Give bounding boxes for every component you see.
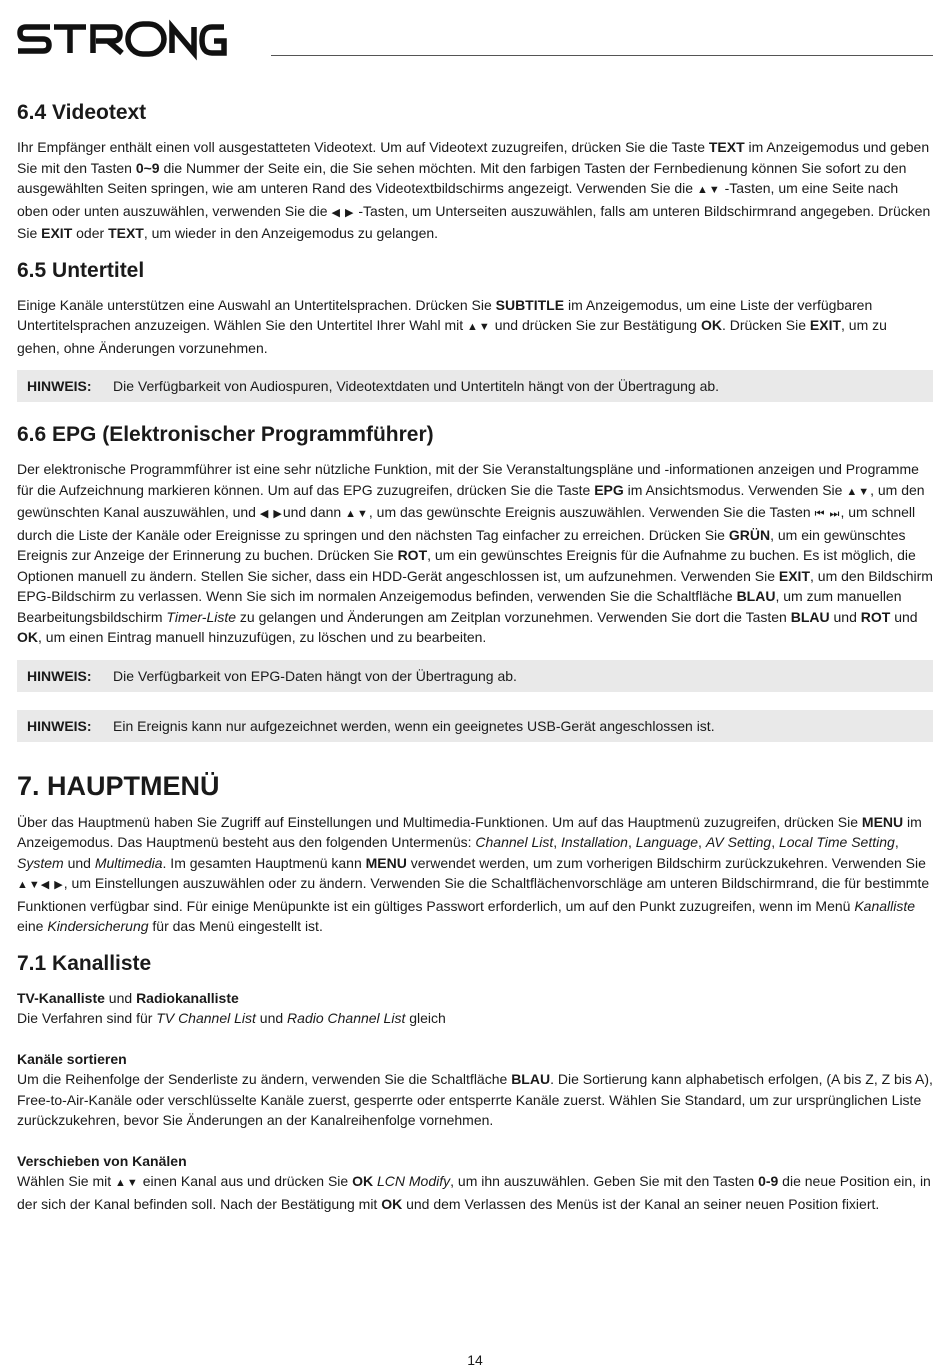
hint-text: Ein Ereignis kann nur aufgezeichnet werden, wenn ein geeignetes USB-Gerät angeschlossen ist.: [113, 717, 715, 734]
page-content: [17, 98, 933, 1226]
hint-box-usb: [17, 710, 933, 742]
section-paragraph-6-6: Der elektronische Programmführer ist eine sehr nützliche Funktion, mit der Sie Veranstaltungspläne und -informationen anzeigen und Programme für die Aufzeichnung markieren können. Um auf das EPG zuzugreifen, drücken Sie die Taste EPG im Ansichtsmodus. Verwenden Sie ▲▼, um den gewünschten Kanal auszuwählen, und ◀ ▶und dann ▲▼, um das gewünschte Ereignis auszuwählen. Verwenden Sie die Tasten ⏮ ⏭, um schnell durch die Liste der Kanäle oder Ereignisse zu springen und den nächsten Tag einfacher zu erreichen. Drücken Sie GRÜN, um ein gewünschtes Ereignis zur Anzeige der Erinnerung zu buchen. Drücken Sie ROT, um ein gewünschtes Ereignis für die Aufnahme zu buchen. Es ist möglich, die Optionen manuell zu ändern. Stellen Sie sicher, dass ein HDD-Gerät angeschlossen ist, um aufzunehmen. Verwenden Sie EXIT, um den Bildschirm EPG-Bildschirm zu verlassen. Wenn Sie sich im normalen Anzeigemodus befinden, verwenden Sie die Schaltfläche BLAU, um zum manuellen Bearbeitungsbildschirm Timer-Liste zu gelangen und Änderungen am Zeitplan vorzunehmen. Verwenden Sie dort die Tasten BLAU und ROT und OK, um einen Eintrag manuell hinzuzufügen, zu löschen und zu bearbeiten.: [17, 461, 933, 645]
page-number: 14: [467, 1352, 483, 1368]
channel-list-intro: TV-Kanalliste und Radiokanalliste Die Verfahren sind für TV Channel List und Radio Channel List gleich: [17, 989, 446, 1026]
up-down-arrows-icon: ▲▼: [467, 321, 491, 333]
strong-logo: [16, 16, 228, 62]
sort-channels-block: Kanäle sortieren Um die Reihenfolge der Senderliste zu ändern, verwenden Sie die Schaltfläche BLAU. Die Sortierung kann alphabetisch erfolgen, (A bis Z, Z bis A), Free-to-Air-Kanäle oder verschlüsselte Kanäle zuerst, gesperrte oder entsperrte Kanäle zuerst. Wählen Sie Standard, um zur ursprünglichen Liste zurückzukehren, bevor Sie Änderungen an der Kanalreihenfolge vornehmen.: [17, 1050, 933, 1128]
move-channels-title: Verschieben von Kanälen: [17, 1152, 187, 1169]
section-title-6-4: 6.4 Videotext: [17, 101, 147, 124]
skip-back-forward-icon: ⏮ ⏭: [814, 508, 841, 520]
hint-label: HINWEIS:: [27, 378, 92, 394]
hint-label: HINWEIS:: [27, 667, 92, 684]
move-channels-block: Verschieben von Kanälen Wählen Sie mit ▲▼ einen Kanal aus und drücken Sie OK LCN Modify, um ihn auszuwählen. Geben Sie mit den Tasten 0-9 die neue Position ein, in der sich der Kanal befinden soll. Nach der Bestätigung mit OK und dem Verlassen des Menüs ist der Kanal an seiner neuen Position fixiert.: [17, 1151, 933, 1215]
hint-label: HINWEIS:: [27, 717, 92, 734]
section-paragraph-7: Über das Hauptmenü haben Sie Zugriff auf Einstellungen und Multimedia-Funktionen. Um auf das Hauptmenü zuzugreifen, drücken Sie MENU im Anzeigemodus. Das Hauptmenü besteht aus den folgenden Untermenüs: Channel List, Installation, Language, AV Setting, Local Time Setting, System und Multimedia. Im gesamten Hauptmenü kann MENU verwendet werden, um zum vorherigen Bildschirm zurückzukehren. Verwenden Sie ▲▼◀ ▶, um Einstellungen auszuwählen oder zu ändern. Verwenden Sie die Schaltflächenvorschläge am unteren Bildschirmrand, die für bestimmte Funktionen verfügbar sind. Für einige Menüpunkte ist ein gültiges Passwort erforderlich, um auf den Punkt zuzugreifen, wenn im Menü Kanalliste eine Kindersicherung für das Menü eingestellt ist.: [17, 813, 930, 934]
hint-text: Die Verfügbarkeit von EPG-Daten hängt von der Übertragung ab.: [113, 667, 517, 684]
hint-box-audio: [17, 370, 933, 402]
chapter-title-7: 7. HAUPTMENÜ: [17, 770, 220, 801]
section-title-7-1: 7.1 Kanalliste: [17, 951, 152, 975]
up-down-arrows-icon: ▲▼: [696, 184, 721, 196]
header-rule: [271, 55, 933, 56]
section-paragraph-6-5: Einige Kanäle unterstützen eine Auswahl an Untertitelsprachen. Drücken Sie SUBTITLE im Anzeigemodus, um eine Liste der verfügbaren Untertitelsprachen anzuzeigen. Wählen Sie den Untertitel Ihrer Wahl mit ▲▼ und drücken Sie zur Bestätigung OK. Drücken Sie EXIT, um zu gehen, ohne Änderungen vorzunehmen.: [17, 296, 887, 356]
page-header: [0, 0, 950, 70]
section-title-6-5: 6.5 Untertitel: [17, 258, 145, 282]
section-title-6-6: 6.6 EPG (Elektronischer Programmführer): [17, 423, 434, 446]
up-down-arrows-icon: ▲▼: [115, 1177, 139, 1189]
hint-text: Die Verfügbarkeit von Audiospuren, Videotextdaten und Untertiteln hängt von der Übertragung ab.: [113, 378, 720, 394]
left-right-arrows-icon: ◀ ▶: [331, 206, 355, 219]
up-down-arrows-icon: ▲▼: [345, 508, 369, 520]
up-down-arrows-icon: ▲▼: [846, 485, 871, 498]
left-right-arrows-icon: ◀ ▶: [259, 508, 283, 520]
sort-channels-title: Kanäle sortieren: [17, 1050, 127, 1067]
section-paragraph-6-4: Ihr Empfänger enthält einen voll ausgestatteten Videotext. Um auf Videotext zuzugreifen, drücken Sie die Taste TEXT im Anzeigemodus und geben Sie mit den Tasten 0~9 die Nummer der Seite ein, die Sie sehen möchten. Mit den farbigen Tasten der Fernbedienung können Sie sofort zu den ausgewählten Seiten springen, wie am unteren Rand des Videotextbildschirms angezeigt. Verwenden Sie die ▲▼ -Tasten, um eine Seite nach oben oder unten auszuwählen, verwenden Sie die ◀ ▶ -Tasten, um Unterseiten auszuwählen, falls am unteren Bildschirmrand angegeben. Drücken Sie EXIT oder TEXT, um wieder in den Anzeigemodus zu gelangen.: [17, 139, 931, 241]
navigation-arrows-icon: ▲▼◀ ▶: [17, 879, 64, 891]
hint-box-epg: [17, 660, 933, 692]
